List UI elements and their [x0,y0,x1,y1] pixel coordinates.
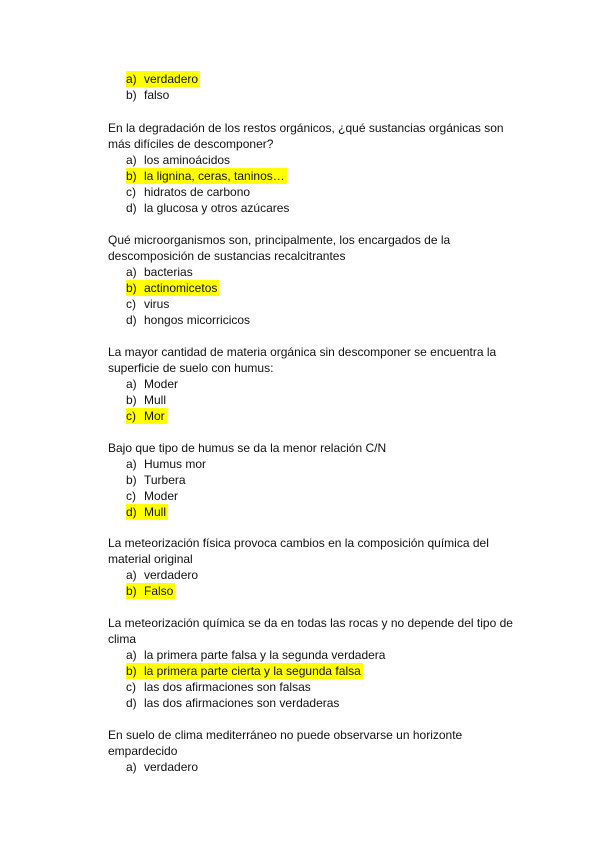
option-letter: c) [126,297,136,311]
option-text: Humus mor [144,457,207,471]
question-7 [108,727,518,775]
question-stem: En suelo de clima mediterráneo no puede observarse un horizonte empardecido [108,728,463,758]
option-letter: b) [126,88,137,102]
option-text: Mull [144,505,167,519]
option-text: la primera parte falsa y la segunda verdadera [144,648,386,662]
option-wrap [126,647,387,663]
question-2 [108,232,518,328]
option-letter: b) [126,393,137,407]
option-letter: a) [126,377,137,391]
option-wrap [126,152,232,168]
option-text: verdadero [144,568,199,582]
question-1 [108,120,518,216]
option-text: Mull [144,393,167,407]
question-6 [108,615,518,711]
option-letter: c) [126,489,136,503]
question-stem: La meteorización física provoca cambios en la composición química del material original [108,536,489,566]
option-letter: a) [126,153,137,167]
option-text: actinomicetos [144,281,218,295]
option-letter: c) [126,185,136,199]
option-text: virus [144,297,170,311]
option-highlight [126,168,287,184]
option-c [126,184,518,200]
option-c [126,679,518,695]
question-5 [108,535,518,599]
option-b [126,168,518,184]
option-text: las dos afirmaciones son falsas [144,680,311,694]
option-highlight [126,408,167,424]
option-b [126,392,518,408]
option-text: Moder [144,377,179,391]
option-c [126,408,518,424]
option-c [126,488,518,504]
option-a [126,152,518,168]
option-letter: a) [126,568,137,582]
option-highlight [126,663,363,679]
option-highlight [126,71,200,87]
option-letter: b) [126,584,137,598]
option-b [126,472,518,488]
option-wrap [126,376,180,392]
option-text: la lignina, ceras, taninos… [144,169,285,183]
option-letter: d) [126,696,137,710]
options-list [108,567,518,599]
option-text: bacterias [144,265,193,279]
question-0 [108,71,518,103]
options-list [108,71,518,103]
option-text: verdadero [144,760,199,774]
option-text: Moder [144,489,179,503]
question-stem: Qué microorganismos son, principalmente, los encargados de la descomposición de sustancias recalcitrantes [108,233,451,263]
option-wrap [126,312,252,328]
option-d [126,504,518,520]
option-letter: b) [126,473,137,487]
option-text: los aminoácidos [144,153,231,167]
option-wrap [126,87,171,103]
option-text: la primera parte cierta y la segunda falsa [144,664,361,678]
option-a [126,264,518,280]
option-d [126,695,518,711]
option-letter: b) [126,664,137,678]
question-stem: La mayor cantidad de materia orgánica sin descomponer se encuentra la superficie de suelo con humus: [108,345,497,375]
option-b [126,583,518,599]
options-list [108,456,518,520]
option-a [126,376,518,392]
option-wrap [126,456,208,472]
option-letter: a) [126,760,137,774]
option-highlight [126,280,219,296]
option-text: hongos micorricicos [144,313,251,327]
option-text: Mor [144,409,165,423]
option-wrap [126,392,168,408]
option-letter: c) [126,680,136,694]
option-text: falso [144,88,170,102]
option-wrap [126,567,200,583]
option-letter: c) [126,409,136,423]
option-a [126,647,518,663]
option-wrap [126,695,341,711]
option-a [126,456,518,472]
options-list [108,376,518,424]
option-a [126,71,518,87]
option-a [126,759,518,775]
option-letter: a) [126,265,137,279]
option-letter: b) [126,169,137,183]
option-letter: a) [126,648,137,662]
option-b [126,663,518,679]
option-wrap [126,264,195,280]
option-d [126,200,518,216]
option-highlight [126,583,175,599]
option-b [126,87,518,103]
option-d [126,312,518,328]
option-letter: d) [126,505,137,519]
option-highlight [126,504,168,520]
question-stem: En la degradación de los restos orgánicos, ¿qué sustancias orgánicas son más difíciles de descomponer? [108,121,504,151]
option-wrap [126,200,291,216]
option-wrap [126,472,188,488]
option-a [126,567,518,583]
question-stem: La meteorización química se da en todas las rocas y no depende del tipo de clima [108,616,513,646]
option-letter: d) [126,201,137,215]
options-list [108,152,518,216]
options-list [108,264,518,328]
question-4 [108,440,518,520]
option-letter: b) [126,281,137,295]
options-list [108,759,518,775]
option-letter: d) [126,313,137,327]
option-wrap [126,488,180,504]
option-text: Turbera [144,473,186,487]
option-text: las dos afirmaciones son verdaderas [144,696,340,710]
option-wrap [126,296,171,312]
option-letter: a) [126,457,137,471]
question-3 [108,344,518,424]
option-text: Falso [144,584,174,598]
options-list [108,647,518,711]
option-text: la glucosa y otros azúcares [144,201,290,215]
option-wrap [126,184,252,200]
option-c [126,296,518,312]
option-wrap [126,759,200,775]
option-text: hidratos de carbono [144,185,251,199]
option-text: verdadero [144,72,199,86]
option-wrap [126,679,313,695]
option-b [126,280,518,296]
option-letter: a) [126,72,137,86]
question-stem: Bajo que tipo de humus se da la menor relación C/N [108,441,387,455]
